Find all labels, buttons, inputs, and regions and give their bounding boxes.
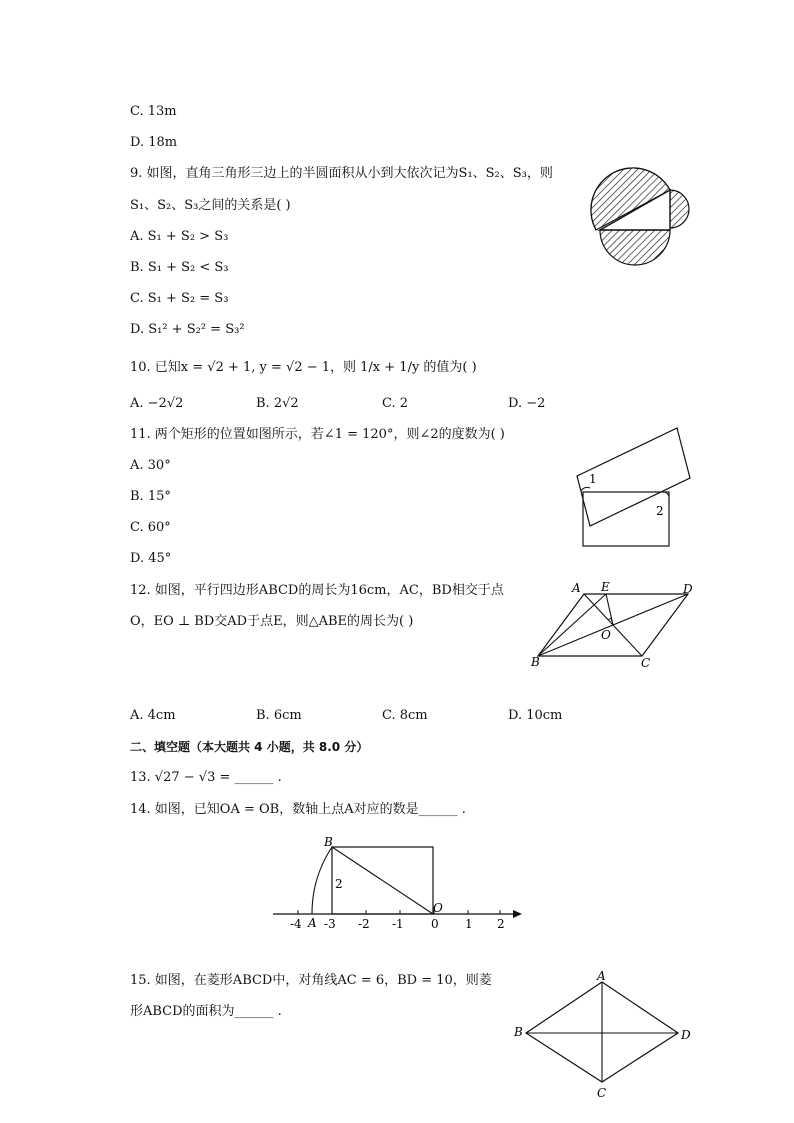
axis-tick-label: 0: [431, 917, 439, 931]
label-A: A: [572, 581, 581, 595]
label-C: C: [597, 1086, 607, 1100]
label-B: B: [531, 655, 540, 669]
semicircle-leg-bottom: [600, 230, 670, 265]
q11-option-a: A. 30°: [130, 458, 171, 473]
q8-option-c: C. 13m: [130, 104, 177, 119]
angle-1-label: 1: [589, 472, 597, 486]
q9-stem-line1: 9. 如图，直角三角形三边上的半圆面积从小到大依次记为S₁、S₂、S₃，则: [130, 166, 553, 181]
segment-ob: [332, 847, 433, 914]
angle-2-label: 2: [656, 504, 664, 518]
label-D: D: [683, 582, 693, 596]
q12-option-b: B. 6cm: [256, 708, 302, 723]
label-O: O: [601, 628, 611, 642]
q10-stem: 10. 已知x = √2 + 1, y = √2 − 1，则 1/x + 1/y 的值为( ): [130, 360, 477, 375]
q14-stem: 14. 如图，已知OA = OB，数轴上点A对应的数是______ .: [130, 802, 466, 817]
section-2-heading: 二、填空题（本大题共 4 小题，共 8.0 分）: [130, 740, 369, 754]
q9-option-d: D. S₁² + S₂² = S₃²: [130, 322, 245, 337]
axis-tick-label: -2: [358, 917, 370, 931]
q12-option-c: C. 8cm: [382, 708, 428, 723]
q11-option-b: B. 15°: [130, 489, 171, 504]
axis-tick-label: 1: [465, 917, 473, 931]
q12-stem-line1: 12. 如图，平行四边形ABCD的周长为16cm，AC，BD相交于点: [130, 583, 504, 598]
label-B: B: [324, 835, 333, 849]
axis-tick-label: -3: [324, 917, 336, 931]
q9-option-b: B. S₁ + S₂ < S₃: [130, 260, 229, 275]
q11-rectangles-figure: [570, 428, 695, 553]
axis-arrow: [513, 910, 522, 918]
q10-option-b: B. 2√2: [256, 396, 299, 411]
label-D: D: [681, 1028, 691, 1042]
axis-ticks: [290, 910, 505, 931]
q11-option-d: D. 45°: [130, 551, 172, 566]
q9-semicircles-figure: [588, 162, 698, 272]
q9-option-a: A. S₁ + S₂ > S₃: [130, 229, 229, 244]
lower-rectangle: [583, 492, 669, 546]
q12-option-d: D. 10cm: [508, 708, 563, 723]
label-B: B: [514, 1025, 523, 1039]
q12-stem-line2: O，EO ⊥ BD交AD于点E，则△ABE的周长为( ): [130, 614, 414, 629]
axis-tick-label: -1: [392, 917, 404, 931]
q14-number-line-figure: [270, 832, 525, 937]
label-A: A: [597, 969, 606, 983]
q12-option-a: A. 4cm: [130, 708, 176, 723]
q10-option-a: A. −2√2: [130, 396, 184, 411]
q13-stem: 13. √27 − √3 = ______ .: [130, 770, 282, 785]
axis-tick-label: -4: [290, 917, 302, 931]
label-O: O: [433, 901, 443, 915]
q12-parallelogram-figure: [528, 578, 698, 673]
q15-rhombus-figure: [510, 970, 700, 1100]
q10-option-d: D. −2: [508, 396, 546, 411]
axis-tick-label: 2: [497, 917, 505, 931]
q15-stem-line1: 15. 如图，在菱形ABCD中，对角线AC = 6，BD = 10，则菱: [130, 973, 492, 988]
q11-stem: 11. 两个矩形的位置如图所示，若∠1 = 120°，则∠2的度数为( ): [130, 427, 505, 442]
q9-stem-line2: S₁、S₂、S₃之间的关系是( ): [130, 198, 291, 213]
q10-option-c: C. 2: [382, 396, 409, 411]
q8-option-d: D. 18m: [130, 135, 178, 150]
segment-be: [538, 594, 606, 656]
semicircle-leg-right: [670, 190, 689, 228]
q11-option-c: C. 60°: [130, 520, 171, 535]
label-A: A: [308, 916, 317, 930]
q9-option-c: C. S₁ + S₂ = S₃: [130, 291, 229, 306]
label-E: E: [601, 580, 610, 594]
height-label: 2: [335, 877, 343, 891]
arc-ba: [312, 847, 332, 914]
q15-stem-line2: 形ABCD的面积为______ .: [130, 1004, 282, 1019]
label-C: C: [641, 656, 651, 670]
